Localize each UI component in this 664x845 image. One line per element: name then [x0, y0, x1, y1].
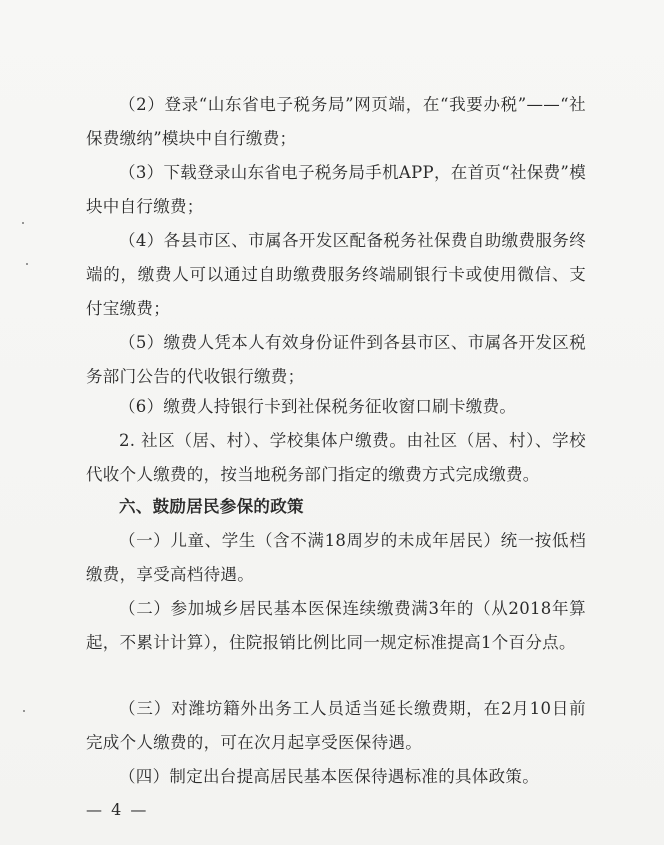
scan-speck [23, 710, 25, 712]
paragraph-terminal-payment: （4）各县市区、市属各开发区配备税务社保费自助缴费服务终端的，缴费人可以通过自助缴费服务终端刷银行卡或使用微信、支付宝缴费； [86, 231, 586, 318]
page-number: — 4 — [86, 800, 149, 819]
scan-speck [22, 222, 24, 224]
policy-item-3: （三）对潍坊籍外出务工人员适当延长缴费期，在2月10日前完成个人缴费的，可在次月起享受医保待遇。 [86, 699, 586, 752]
paragraph-app-payment: （3）下载登录山东省电子税务局手机APP，在首页“社保费”模块中自行缴费； [86, 163, 586, 216]
paragraph-collective-payment: 2. 社区（居、村）、学校集体户缴费。由社区（居、村）、学校代收个人缴费的，按当地税务部门指定的缴费方式完成缴费。 [86, 431, 586, 484]
scan-speck [26, 263, 28, 265]
policy-item-1: （一）儿童、学生（含不满18周岁的未成年居民）统一按低档缴费，享受高档待遇。 [86, 531, 586, 584]
policy-item-2: （二）参加城乡居民基本医保连续缴费满3年的（从2018年算起，不累计计算），住院报销比例比同一规定标准提高1个百分点。 [86, 599, 586, 652]
paragraph-bank-payment: （5）缴费人凭本人有效身份证件到各县市区、市属各开发区税务部门公告的代收银行缴费； [86, 333, 586, 386]
paragraph-web-payment: （2）登录“山东省电子税务局”网页端，在“我要办税”——“社保费缴纳”模块中自行缴费； [86, 95, 586, 148]
policy-item-4: （四）制定出台提高居民基本医保待遇标准的具体政策。 [119, 767, 539, 786]
section-heading: 六、鼓励居民参保的政策 [119, 497, 304, 516]
paragraph-window-payment: （6）缴费人持银行卡到社保税务征收窗口刷卡缴费。 [119, 397, 517, 416]
